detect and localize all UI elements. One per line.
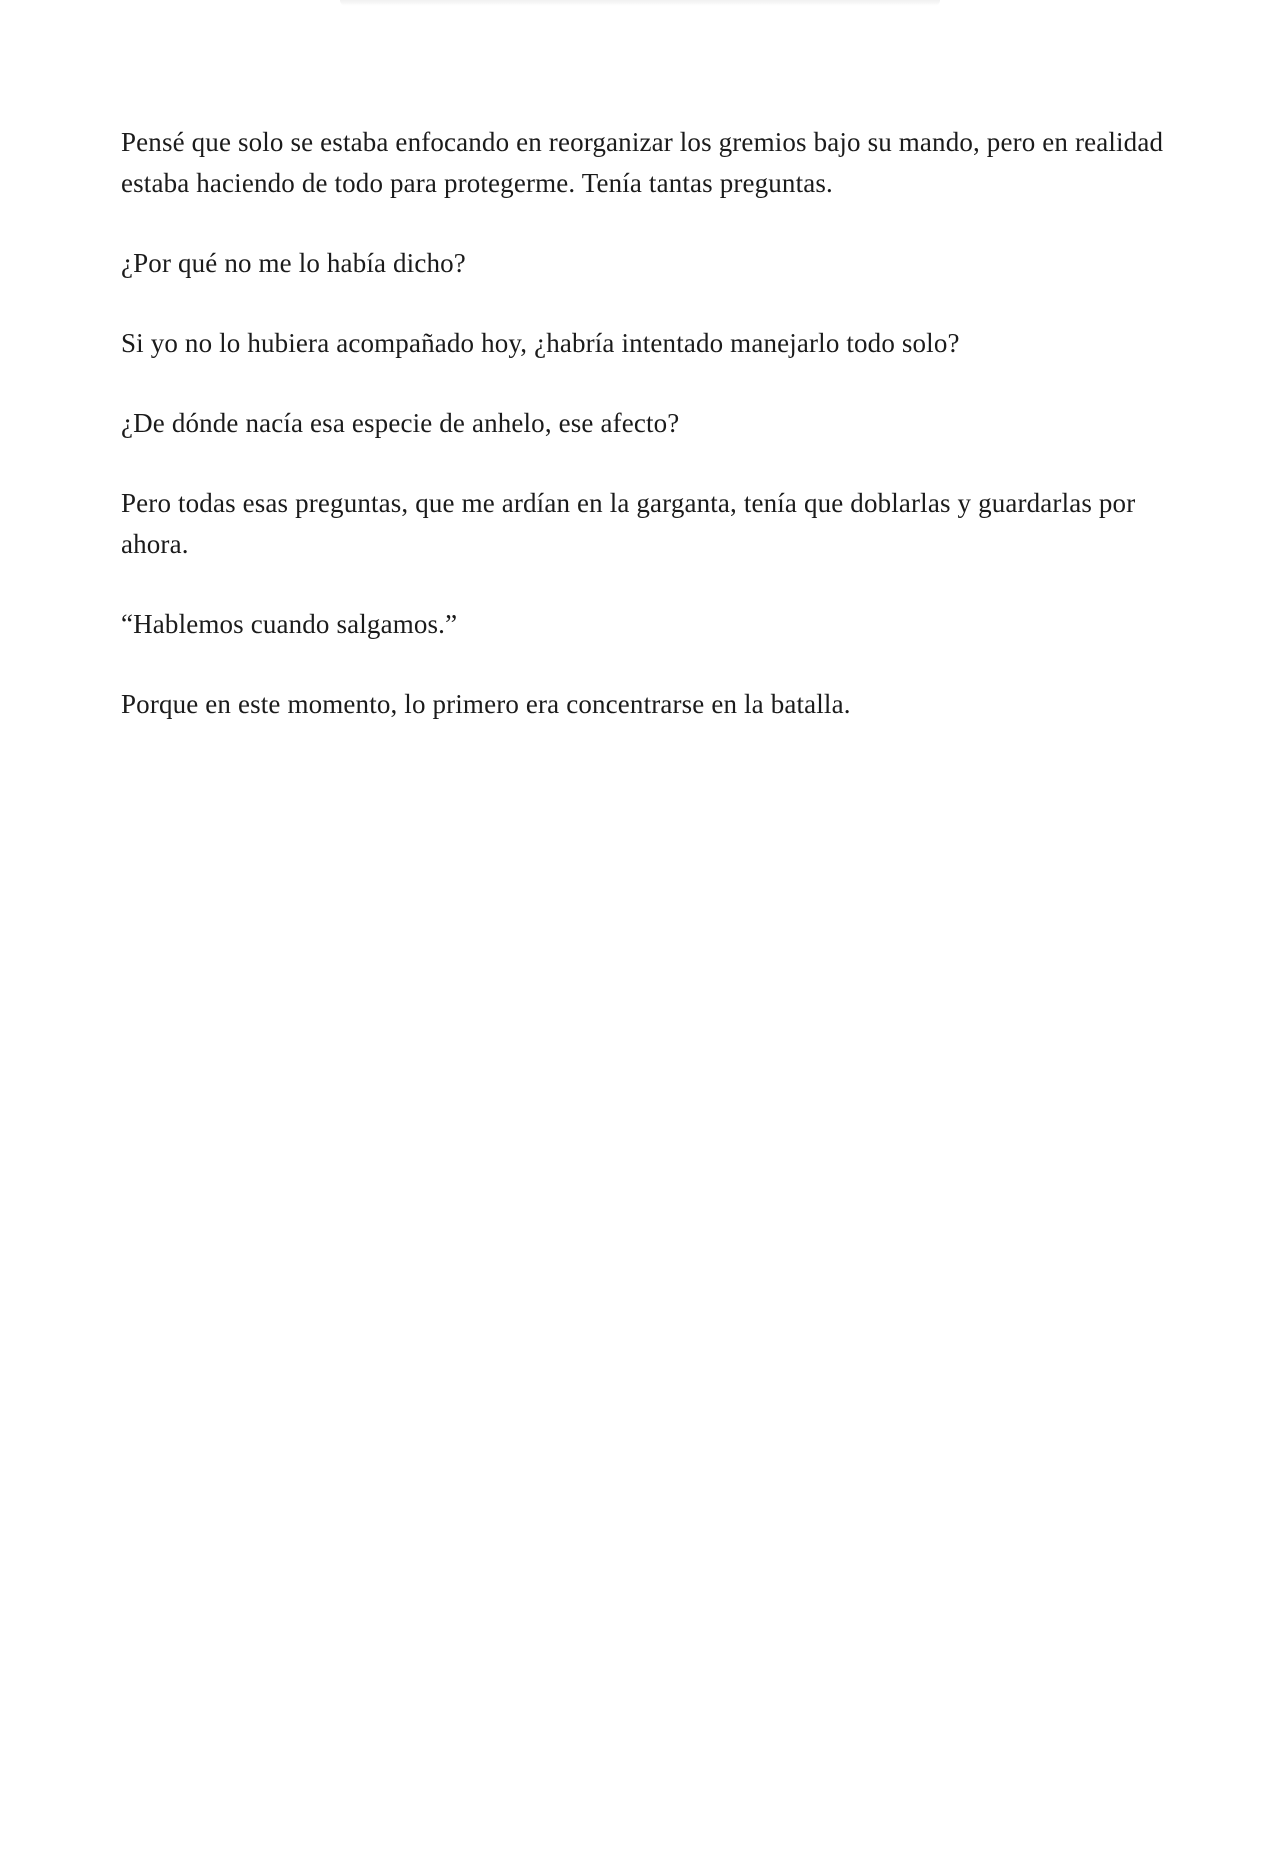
paragraph: Si yo no lo hubiera acompañado hoy, ¿habría intentado manejarlo todo solo? <box>121 328 960 358</box>
dialogue-paragraph: “Hablemos cuando salgamos.” <box>121 609 458 639</box>
paragraph: ¿De dónde nacía esa especie de anhelo, ese afecto? <box>121 408 680 438</box>
reading-page <box>121 122 1171 764</box>
top-edge-shadow <box>340 0 940 6</box>
paragraph: Pero todas esas preguntas, que me ardían en la garganta, tenía que doblarlas y guardarlas por ahora. <box>121 488 1136 559</box>
paragraph: ¿Por qué no me lo había dicho? <box>121 248 466 278</box>
paragraph: Porque en este momento, lo primero era concentrarse en la batalla. <box>121 689 851 719</box>
paragraph: Pensé que solo se estaba enfocando en reorganizar los gremios bajo su mando, pero en realidad estaba haciendo de todo para protegerme. Tenía tantas preguntas. <box>121 127 1164 198</box>
